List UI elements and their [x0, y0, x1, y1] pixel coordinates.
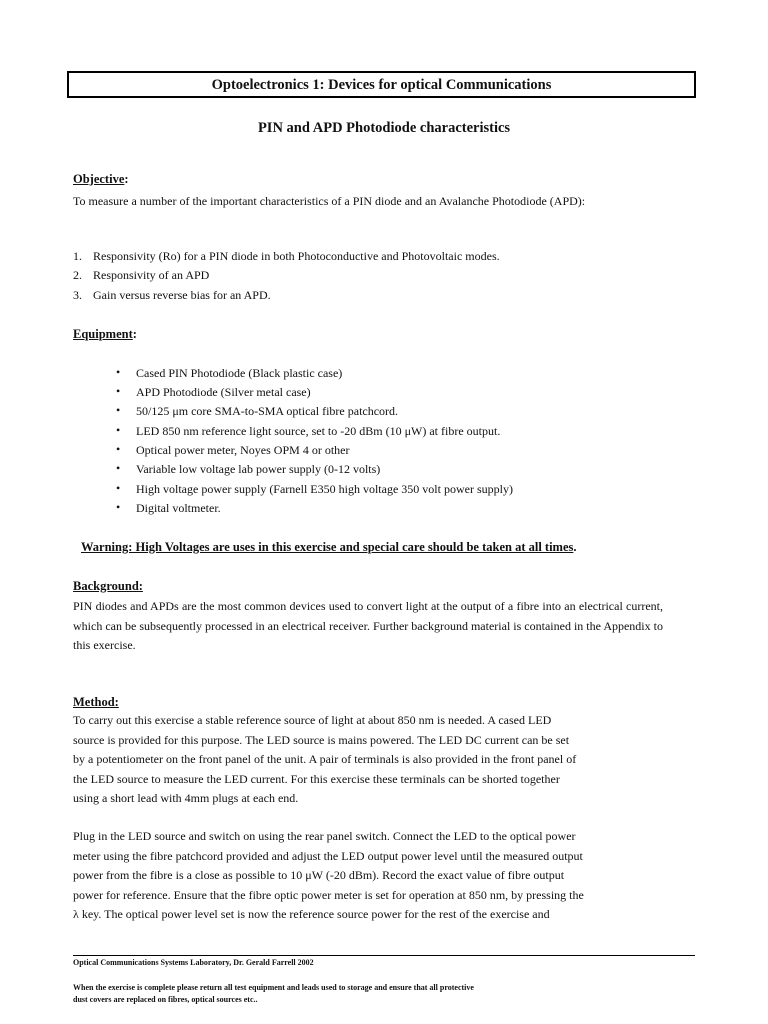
bullet-icon: • [116, 384, 121, 398]
background-heading [73, 579, 143, 594]
objective-item [73, 268, 209, 283]
equipment-item [117, 366, 342, 381]
method-line: power for reference. Ensure that the fibre optic power meter is set for operation at 850 nm, by pressing the [73, 888, 584, 902]
method-line: Plug in the LED source and switch on using the rear panel switch. Connect the LED to the optical power [73, 829, 576, 843]
objective-item [73, 249, 500, 264]
course-title: Optoelectronics 1: Devices for optical Communications [211, 77, 552, 93]
item-number: 1. [73, 249, 82, 263]
equipment-item-text: 50/125 μm core SMA-to-SMA optical fibre patchcord. [136, 404, 399, 418]
equipment-item-text: LED 850 nm reference light source, set to -20 dBm (10 μW) at fibre output. [136, 424, 501, 438]
method-line: source is provided for this purpose. The LED source is mains powered. The LED DC current can be set [73, 733, 570, 747]
lab-title: PIN and APD Photodiode characteristics [257, 120, 511, 136]
equipment-item-text: Optical power meter, Noyes OPM 4 or other [136, 443, 350, 457]
equipment-item-text: Digital voltmeter. [136, 501, 221, 515]
bullet-icon: • [116, 442, 121, 456]
item-text: Responsivity of an APD [93, 268, 210, 282]
background-text: PIN diodes and APDs are the most common devices used to convert light at the output of a fibre into an electrical current, which can be subsequently processed in an electrical receiver. Further background material is contained in the Appendix to this exercise. [73, 599, 663, 652]
equipment-item [117, 501, 221, 516]
bullet-icon: • [116, 423, 121, 437]
footer-note-line-1: When the exercise is complete please return all test equipment and leads used to storage and ensure that all protective [73, 983, 474, 992]
item-text: Gain versus reverse bias for an APD. [93, 288, 271, 302]
objective-heading-colon: : [124, 172, 129, 186]
method-heading-label: Method: [73, 695, 119, 709]
method-heading [73, 695, 119, 710]
method-line: by a potentiometer on the front panel of the unit. A pair of terminals is also provided in the front panel of [73, 752, 577, 766]
bullet-icon: • [116, 461, 121, 475]
objective-heading-label: Objective [73, 172, 125, 186]
footer-credit: Optical Communications Systems Laboratory, Dr. Gerald Farrell 2002 [73, 958, 314, 967]
bullet-icon: • [116, 481, 121, 495]
equipment-item [117, 385, 311, 400]
footer-rule [73, 955, 695, 956]
equipment-item-text: High voltage power supply (Farnell E350 high voltage 350 volt power supply) [136, 482, 513, 496]
item-number: 3. [73, 288, 82, 302]
footer-note-line-2: dust covers are replaced on fibres, optical sources etc.. [73, 995, 258, 1004]
equipment-item [117, 424, 500, 439]
objective-text: To measure a number of the important characteristics of a PIN diode and an Avalanche Photodiode (APD): [73, 194, 586, 208]
equipment-item [117, 443, 349, 458]
equipment-item-text: Variable low voltage lab power supply (0-12 volts) [136, 462, 381, 476]
bullet-icon: • [116, 500, 121, 514]
equipment-item [117, 482, 513, 497]
equipment-heading-colon: : [132, 327, 137, 341]
equipment-heading-label: Equipment [73, 327, 133, 341]
item-number: 2. [73, 268, 82, 282]
method-line: meter using the fibre patchcord provided and adjust the LED output power level until the measured output [73, 849, 583, 863]
equipment-item [117, 404, 398, 419]
title-box [67, 71, 696, 98]
equipment-item-text: Cased PIN Photodiode (Black plastic case) [136, 366, 343, 380]
equipment-item-text: APD Photodiode (Silver metal case) [136, 385, 311, 399]
method-line: λ key. The optical power level set is now the reference source power for the rest of the exercise and [73, 907, 550, 921]
method-line: using a short lead with 4mm plugs at each end. [73, 791, 299, 805]
method-line: the LED source to measure the LED current. For this exercise these terminals can be shorted together [73, 772, 560, 786]
warning-end: . [573, 540, 577, 554]
background-heading-label: Background: [73, 579, 143, 593]
item-text: Responsivity (Ro) for a PIN diode in both Photoconductive and Photovoltaic modes. [93, 249, 500, 263]
method-line: To carry out this exercise a stable reference source of light at about 850 nm is needed. A cased LED [73, 713, 552, 727]
objective-heading [73, 172, 129, 187]
bullet-icon: • [116, 403, 121, 417]
method-line: power from the fibre is a close as possible to 10 μW (-20 dBm). Record the exact value of fibre output [73, 868, 565, 882]
warning-label: Warning: High Voltages are uses in this exercise and special care should be taken at all times [81, 540, 574, 554]
bullet-icon: • [116, 365, 121, 379]
equipment-heading [73, 327, 137, 342]
objective-item [73, 288, 271, 303]
warning-text [81, 540, 577, 555]
equipment-item [117, 462, 380, 477]
